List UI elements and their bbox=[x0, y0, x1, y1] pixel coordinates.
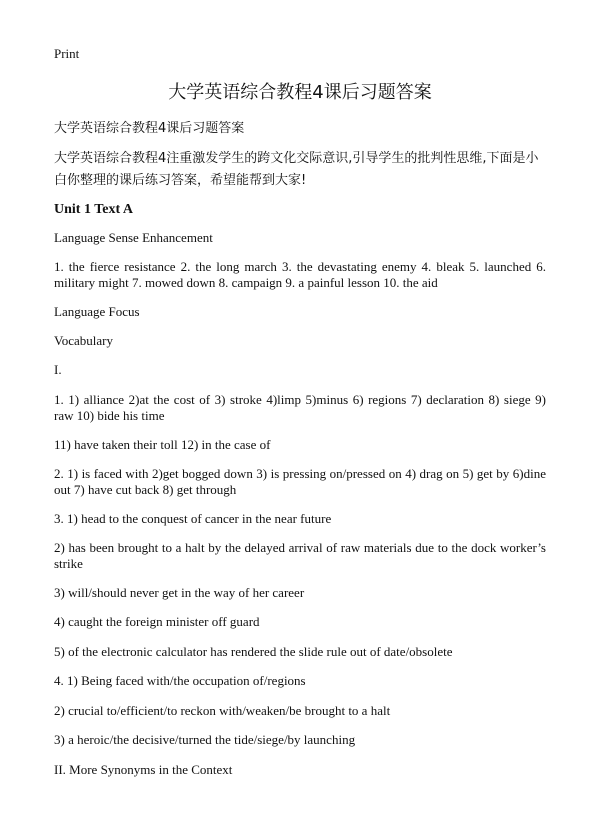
section-one-label: I. bbox=[54, 362, 62, 377]
exercise-3-item-2: 2) has been brought to a halt by the delayed arrival of raw materials due to the dock worker’s strike bbox=[54, 540, 546, 571]
language-focus-heading: Language Focus bbox=[54, 304, 140, 319]
unit-heading: Unit 1 Text A bbox=[54, 202, 133, 217]
language-sense-answers: 1. the fierce resistance 2. the long march 3. the devastating enemy 4. bleak 5. launched 6. military might 7. mowed down 8. campaign 9. a painful lesson 10. the aid bbox=[54, 259, 546, 290]
exercise-1-answers: 1. 1) alliance 2)at the cost of 3) stroke 4)limp 5)minus 6) regions 7) declaration 8) siege 9) raw 10) bide his time bbox=[54, 392, 546, 423]
vocabulary-heading: Vocabulary bbox=[54, 333, 113, 348]
section-two-heading: II. More Synonyms in the Context bbox=[54, 762, 233, 777]
language-sense-heading: Language Sense Enhancement bbox=[54, 230, 213, 245]
exercise-4-item-1: 4. 1) Being faced with/the occupation of/regions bbox=[54, 673, 306, 688]
exercise-4-item-3: 3) a heroic/the decisive/turned the tide/siege/by launching bbox=[54, 732, 356, 747]
exercise-3-item-3: 3) will/should never get in the way of her career bbox=[54, 585, 305, 600]
intro-paragraph: 大学英语综合教程4注重激发学生的跨文化交际意识,引导学生的批判性思维,下面是小白你整理的课后练习答案，希望能帮到大家! bbox=[54, 151, 539, 188]
exercise-2-answers: 2. 1) is faced with 2)get bogged down 3) is pressing on/pressed on 4) drag on 5) get by 6)dine out 7) have cut back 8) get through bbox=[54, 466, 546, 497]
exercise-1-answers-cont: 11) have taken their toll 12) in the case of bbox=[54, 437, 271, 452]
print-label: Print bbox=[54, 46, 80, 61]
document-title: 大学英语综合教程4课后习题答案 bbox=[168, 82, 432, 103]
exercise-3-item-5: 5) of the electronic calculator has rendered the slide rule out of date/obsolete bbox=[54, 644, 453, 659]
exercise-3-item-4: 4) caught the foreign minister off guard bbox=[54, 614, 260, 629]
exercise-4-item-2: 2) crucial to/efficient/to reckon with/weaken/be brought to a halt bbox=[54, 703, 391, 718]
intro-subtitle: 大学英语综合教程4课后习题答案 bbox=[54, 121, 245, 136]
exercise-3-item-1: 3. 1) head to the conquest of cancer in the near future bbox=[54, 511, 332, 526]
